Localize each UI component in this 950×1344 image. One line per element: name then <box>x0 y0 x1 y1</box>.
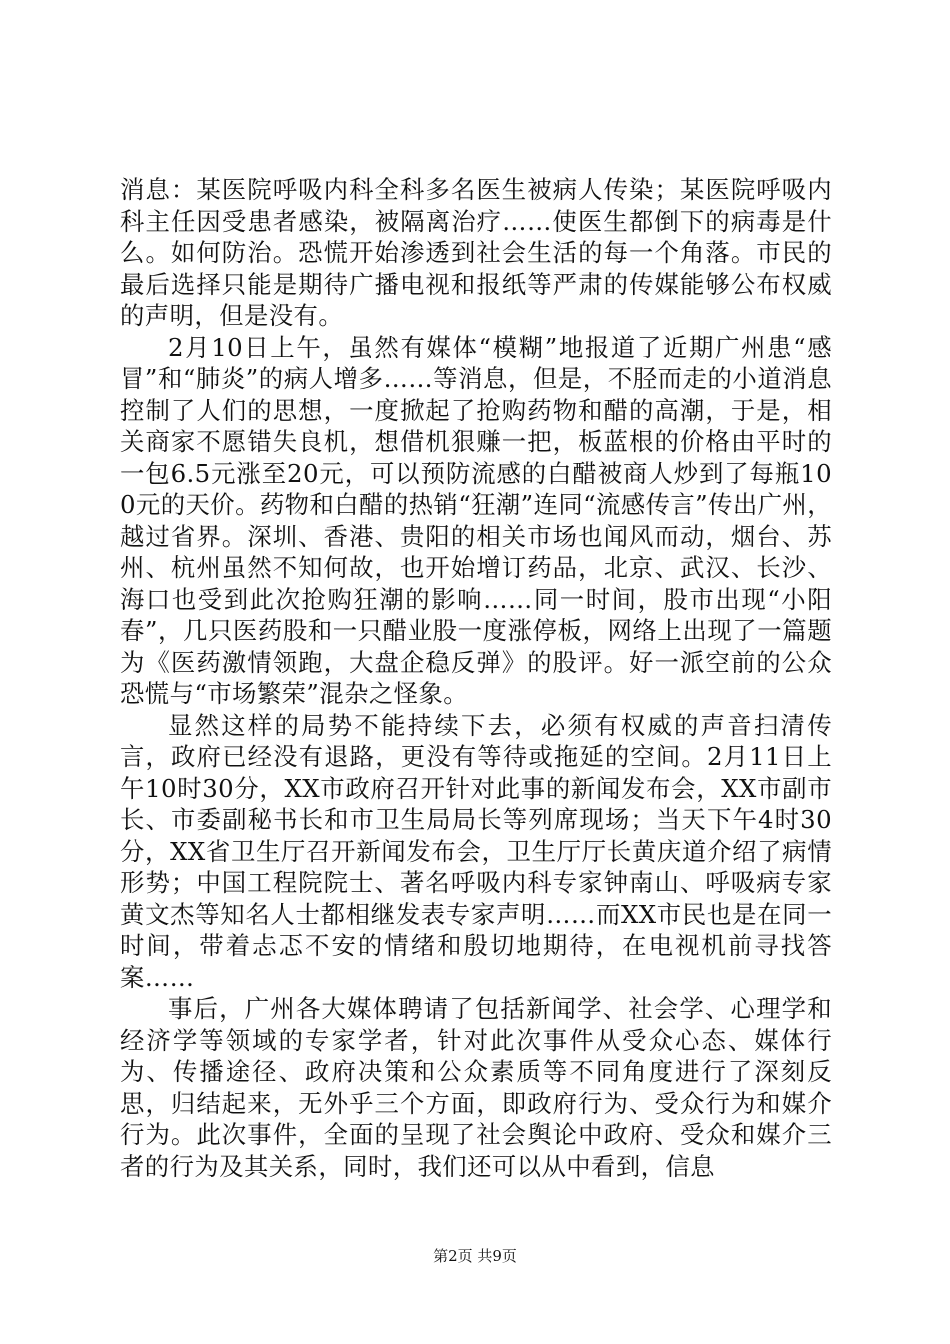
page-footer: 第2页 共9页 <box>433 1247 517 1265</box>
paragraph-3: 显然这样的局势不能持续下去，必须有权威的声音扫清传言，政府已经没有退路，更没有等待或拖延的空间。2月11日上午10时30分，XX市政府召开针对此事的新闻发布会，XX市副市长、市委副秘书长和市卫生局局长等列席现场；当天下午4时30分，XX省卫生厅召开新闻发布会，卫生厅厅长黄庆道介绍了病情形势；中国工程院院士、著名呼吸内科专家钟南山、呼吸病专家黄文杰等知名人士都相继发表专家声明……而XX市民也是在同一时间，带着忐忑不安的情绪和殷切地期待，在电视机前寻找答案…… <box>120 710 832 992</box>
paragraph-4: 事后，广州各大媒体聘请了包括新闻学、社会学、心理学和经济学等领域的专家学者，针对此次事件从受众心态、媒体行为、传播途径、政府决策和公众素质等不同角度进行了深刻反思，归结起来，无外乎三个方面，即政府行为、受众行为和媒介行为。此次事件，全面的呈现了社会舆论中政府、受众和媒介三者的行为及其关系，同时，我们还可以从中看到，信息 <box>120 994 832 1181</box>
paragraph-2: 2月10日上午，虽然有媒体“模糊”地报道了近期广州患“感冒”和“肺炎”的病人增多……等消息，但是，不胫而走的小道消息控制了人们的思想，一度掀起了抢购药物和醋的高潮，于是，相关商家不愿错失良机，想借机狠赚一把，板蓝根的价格由平时的一包6.5元涨至20元，可以预防流感的白醋被商人炒到了每瓶100元的天价。药物和白醋的热销“狂潮”连同“流感传言”传出广州，越过省界。深圳、香港、贵阳的相关市场也闻风而动，烟台、苏州、杭州虽然不知何故，也开始增订药品，北京、武汉、长沙、海口也受到此次抢购狂潮的影响……同一时间，股市出现“小阳春”，几只医药股和一只醋业股一度涨停板，网络上出现了一篇题为《医药激情领跑，大盘企稳反弹》的股评。好一派空前的公众恐慌与“市场繁荣”混杂之怪象。 <box>120 332 832 708</box>
document-body <box>120 174 832 1182</box>
paragraph-1: 消息：某医院呼吸内科全科多名医生被病人传染；某医院呼吸内科主任因受患者感染，被隔离治疗……使医生都倒下的病毒是什么。如何防治。恐慌开始渗透到社会生活的每一个角落。市民的最后选择只能是期待广播电视和报纸等严肃的传媒能够公布权威的声明，但是没有。 <box>120 175 832 330</box>
